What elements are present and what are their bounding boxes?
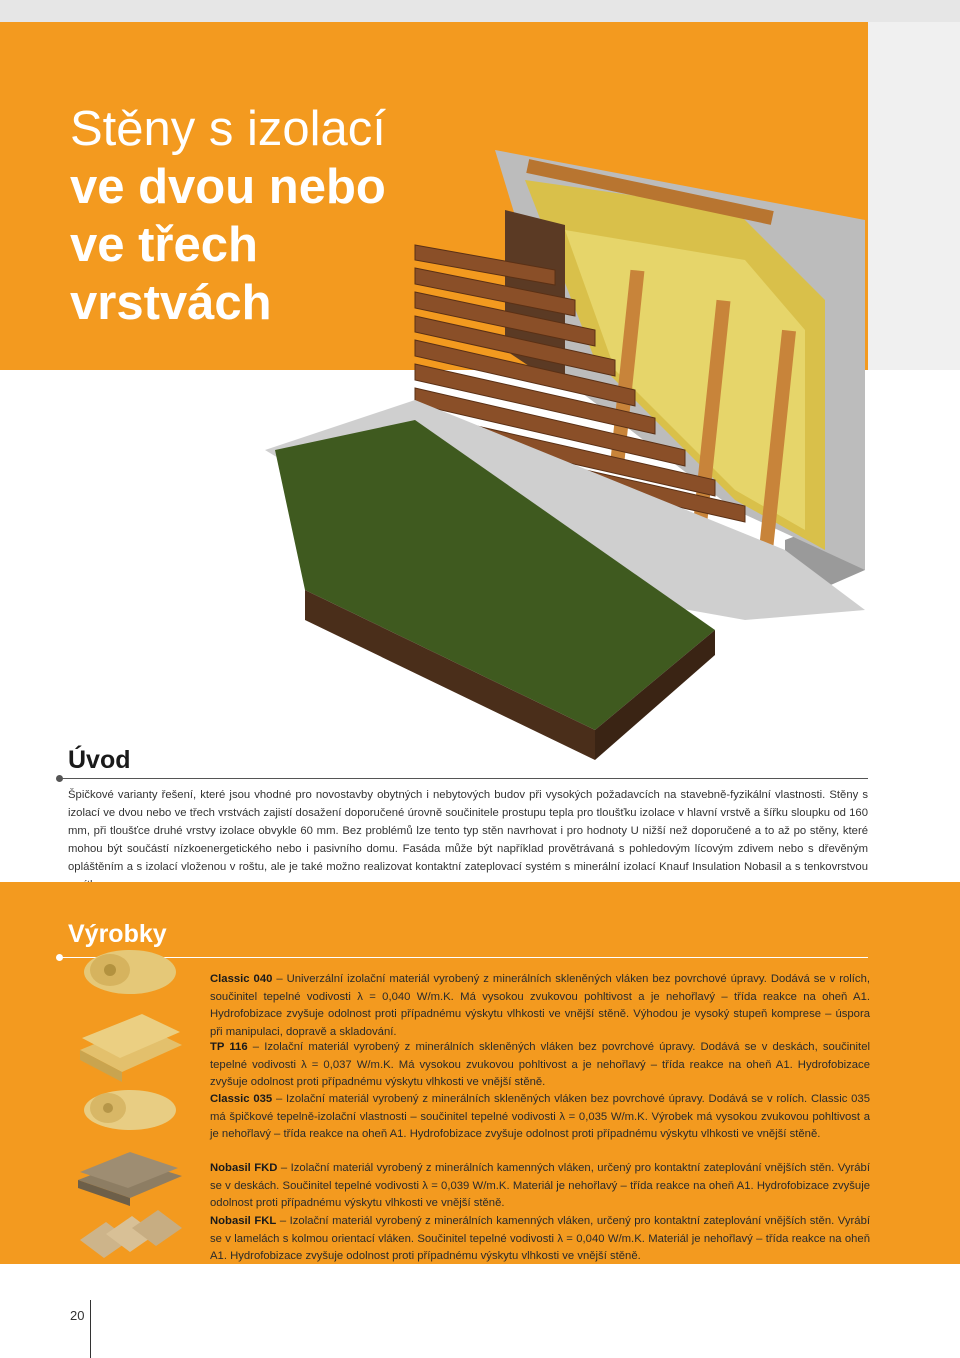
intro-heading: Úvod: [68, 746, 131, 774]
product-classic-040: [210, 971, 870, 1041]
product-nobasil-fkd: [210, 1160, 870, 1213]
wall-construction-illustration: [265, 150, 895, 760]
page-number: 20: [70, 1308, 85, 1323]
product-name: Nobasil FKD: [210, 1162, 278, 1174]
product-description: – Izolační materiál vyrobený z minerálních skleněných vláken bez povrchové úpravy. Dodává se v deskách, součinitel tepelné vodivosti λ = 0,037 W/m.K. Má vysokou zvukovou pohltivost a je nehořlavý – třída reakce na oheň A1. Hydrofobizace zvyšuje odolnost proti případnému výskytu vlhkosti ve vnější stěně.: [210, 1041, 870, 1088]
title-line-3: ve třech: [70, 218, 258, 272]
page-number-rule: [90, 1300, 91, 1358]
classic-040-roll-image: [84, 950, 176, 994]
intro-rule: [60, 778, 868, 779]
product-nobasil-fkl: [210, 1213, 870, 1266]
nobasil-fkd-boards-image: [78, 1152, 182, 1206]
nobasil-fkl-lamellas-image: [80, 1210, 182, 1258]
tp-116-slabs-image: [80, 1014, 182, 1082]
product-description: – Izolační materiál vyrobený z minerálních skleněných vláken bez povrchové úpravy. Dodává se v rolích. Classic 035 má špičkové tepelně-izolační vlastnosti – součinitel tepelné vodivosti λ = 0,035 W/m.K. Výrobek má vysokou zvukovou pohltivost a je nehořlavý – třída reakce na oheň A1. Hydrofobizace zvyšuje odolnost proti případnému výskytu vlhkosti ve vnější stěně.: [210, 1093, 870, 1140]
top-grey-band: [0, 0, 960, 22]
product-name: TP 116: [210, 1041, 248, 1053]
product-description: – Izolační materiál vyrobený z minerálních kamenných vláken, určený pro kontaktní zateplování vnějších stěn. Vyrábí se v lamelách s kolmou orientací vláken. Součinitel tepelné vodivosti λ = 0,040 W/m.K. Materiál je nehořlavý – třída reakce na oheň A1. Hydrofobizace zvyšuje odolnost proti případnému výskytu vlhkosti ve vnější stěně.: [210, 1215, 870, 1262]
product-name: Nobasil FKL: [210, 1215, 277, 1227]
intro-text: Špičkové varianty řešení, které jsou vhodné pro novostavby obytných i nebytových budov při vysokých požadavcích na stavebně-fyzikální vlastnosti. Stěny s izolací ve dvou nebo ve třech vrstvách zajistí dosažení doporučené úrovně součinitele prostupu tepla pro tloušťku izolace v hlavní vrstvě a šířku sloupku od 160 mm, při tloušťce druhé vrstvy izolace obvykle 60 mm. Bez problémů lze tento typ stěn navrhovat i pro hodnoty U nižší než doporučené a to až po stěny, které mohou být součástí nízkoenergetického nebo i pasivního domu. Fasáda může být například provětrávaná s pohledovým lícovým zdivem nebo s dřevěným opláštěním a s izolací vloženou v roštu, ale je také možno realizovat kontaktní zateplovací systém s minerální izolací Knauf Insulation Nobasil a s tenkovrstvou: [68, 789, 868, 874]
product-tp-116: [210, 1039, 870, 1092]
classic-035-roll-image: [84, 1090, 176, 1130]
product-description: – Izolační materiál vyrobený z minerálních kamenných vláken, určený pro kontaktní zateplování vnějších stěn. Vyrábí se v deskách. Součinitel tepelné vodivosti λ = 0,039 W/m.K. Materiál je nehořlavý – třída reakce na oheň A1. Hydrofobizace zvyšuje odolnost proti případnému výskytu vlhkosti ve vnější stěně.: [210, 1162, 870, 1209]
title-line-4: vrstvách: [70, 276, 272, 330]
product-images: [70, 940, 188, 1260]
product-name: Classic 040: [210, 973, 273, 985]
product-classic-035: [210, 1091, 870, 1144]
products-heading: Výrobky: [68, 920, 167, 948]
product-name: Classic 035: [210, 1093, 273, 1105]
product-description: – Univerzální izolační materiál vyrobený z minerálních skleněných vláken bez povrchové úpravy. Dodává se v rolích, součinitel tepelné vodivosti λ = 0,040 W/m.K. Má vysokou zvukovou pohltivost a je nehořlavý – třída reakce na oheň A1. Hydrofobizace zvyšuje odolnost proti případnému výskytu vlhkosti ve vnější stěně. Výhodou je vysoký stupeň komprese – úspora při manipulaci, dopravě a skladování.: [210, 973, 870, 1038]
title-line-1: Stěny s izolací: [70, 102, 386, 156]
title-line-2: ve dvou nebo: [70, 160, 386, 214]
